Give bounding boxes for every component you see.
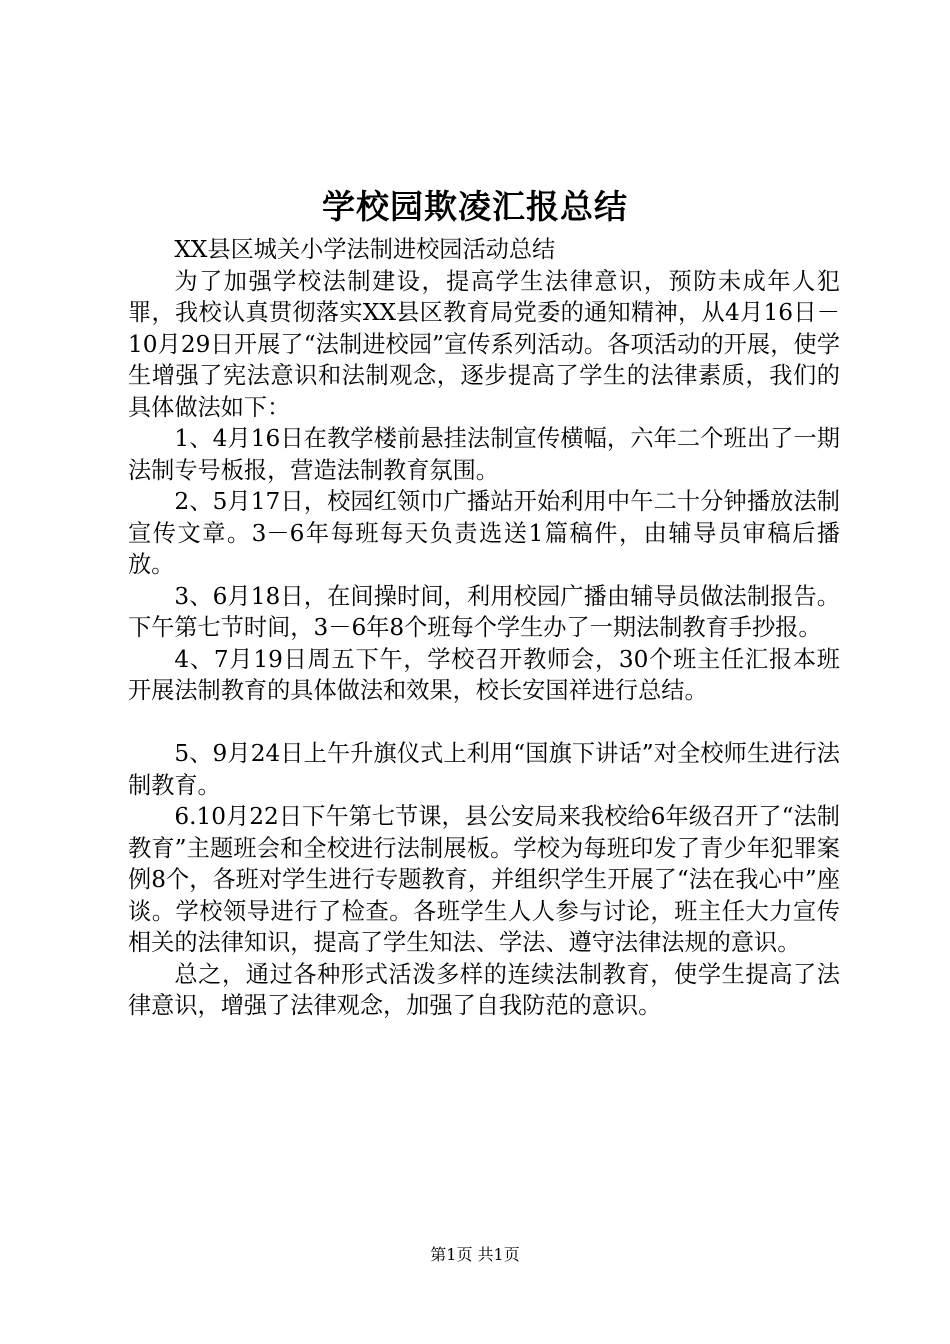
paragraph-item-1: 1、4月16日在教学楼前悬挂法制宣传横幅，六年二个班出了一期法制专号板报，营造法制教育氛围。 — [128, 425, 840, 484]
paragraph-subtitle: XX县区城关小学法制进校园活动总结 — [174, 236, 556, 263]
page-footer: 第1页 共1页 — [430, 1245, 520, 1264]
paragraph-conclusion: 总之，通过各种形式活泼多样的连续法制教育，使学生提高了法律意识，增强了法律观念，加强了自我防范的意识。 — [128, 960, 840, 1019]
paragraph-item-2: 2、5月17日，校园红领巾广播站开始利用中午二十分钟播放法制宣传文章。3－6年每班每天负责选送1篇稿件，由辅导员审稿后播放。 — [128, 488, 840, 578]
paragraph-item-6: 6.10月22日下午第七节课，县公安局来我校给6年级召开了“法制教育”主题班会和全校进行法制展板。学校为每班印发了青少年犯罪案例8个，各班对学生进行专题教育，并组织学生开展了“法在我心中”座谈。学校领导进行了检查。各班学生人人参与讨论，班主任大力宣传相关的法律知识，提高了学生知法、学法、遵守法律法规的意识。 — [128, 803, 840, 956]
paragraph-item-4: 4、7月19日周五下午，学校召开教师会，30个班主任汇报本班开展法制教育的具体做法和效果，校长安国祥进行总结。 — [128, 645, 840, 704]
paragraph-item-3: 3、6月18日，在间操时间，利用校园广播由辅导员做法制报告。下午第七节时间，3－6年8个班每个学生办了一期法制教育手抄报。 — [128, 582, 840, 641]
paragraph-item-5: 5、9月24日上午升旗仪式上利用“国旗下讲话”对全校师生进行法制教育。 — [128, 740, 840, 799]
document-body — [128, 234, 840, 1022]
paragraph-intro: 为了加强学校法制建设，提高学生法律意识，预防未成年人犯罪，我校认真贯彻落实XX县区教育局党委的通知精神，从4月16日－10月29日开展了“法制进校园”宣传系列活动。各项活动的开展，使学生增强了宪法意识和法制观念，逐步提高了学生的法律素质，我们的具体做法如下： — [128, 267, 840, 421]
document-title: 学校园欺凌汇报总结 — [322, 187, 628, 226]
